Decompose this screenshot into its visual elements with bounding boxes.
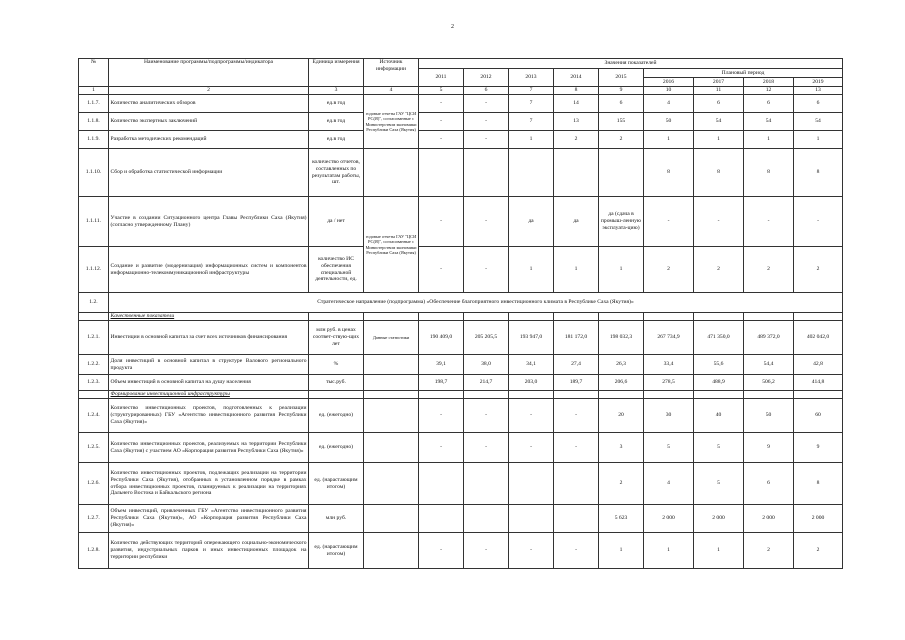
value-cell: - — [794, 197, 843, 247]
year-cell: 2017 — [694, 78, 744, 87]
unit-cell: количество ИС обеспечения специальной деятельности, ед. — [309, 247, 364, 293]
indicator-name: Количество инвестиционных проектов, подлежащих реализации на территории Республики Саха (Якутия), отобранных в установленном порядке в рамках отбора инвестиционных проектов, планируемых к реализации на территориях Дальнего Востока и Байкальского региона — [109, 463, 309, 505]
value-cell: 1 — [599, 247, 644, 293]
value-cell — [554, 505, 599, 533]
value-cell: 13 — [554, 113, 599, 131]
year-cell: 2011 — [419, 69, 464, 87]
value-cell — [419, 463, 464, 505]
row-number: 1.2.4. — [79, 399, 109, 433]
value-cell: 2 — [599, 131, 644, 149]
value-cell: - — [464, 533, 509, 569]
value-cell: 1 — [694, 131, 744, 149]
row-number: 1.2.2. — [79, 355, 109, 375]
colnum-cell: 1 — [79, 87, 109, 95]
value-cell: - — [694, 197, 744, 247]
value-cell: 6 — [599, 95, 644, 113]
unit-cell: % — [309, 355, 364, 375]
value-cell: 55,6 — [694, 355, 744, 375]
value-cell: 7 — [509, 95, 554, 113]
row-number: 1.2.6. — [79, 463, 109, 505]
table-row — [79, 321, 843, 355]
unit-cell: тыс.руб. — [309, 375, 364, 391]
value-cell: 267 734,9 — [644, 321, 694, 355]
value-cell: 155 — [599, 113, 644, 131]
colnum-cell: 2 — [109, 87, 309, 95]
colnum-cell: 7 — [509, 87, 554, 95]
header-values: Значения показателей — [419, 59, 843, 69]
value-cell: 54 — [744, 113, 794, 131]
source-cell — [364, 375, 419, 391]
table-row — [79, 375, 843, 391]
colnum-cell: 3 — [309, 87, 364, 95]
value-cell: 54 — [794, 113, 843, 131]
header-unit: Единица измерения — [309, 59, 364, 87]
source-cell — [364, 399, 419, 433]
value-cell: - — [509, 433, 554, 463]
colnum-cell: 10 — [644, 87, 694, 95]
value-cell: 54 — [694, 113, 744, 131]
value-cell: 8 — [744, 149, 794, 197]
value-cell: 8 — [644, 149, 694, 197]
value-cell: - — [419, 399, 464, 433]
unit-cell: ед.в год — [309, 113, 364, 131]
value-cell: 2 000 — [694, 505, 744, 533]
indicator-name: Количество экспертных заключений — [109, 113, 309, 131]
value-cell: - — [464, 433, 509, 463]
value-cell: 488,9 — [694, 375, 744, 391]
source-cell: Данные статистики — [364, 321, 419, 355]
section-row — [79, 293, 843, 313]
table-row — [79, 433, 843, 463]
indicator-name: Количество действующих территорий опережающего социально-экономического развития, индустриальных парков и иных инвестиционных площадок на территории республики — [109, 533, 309, 569]
row-number: 1.1.12. — [79, 247, 109, 293]
value-cell — [554, 463, 599, 505]
table-row — [79, 131, 843, 149]
source-cell — [364, 505, 419, 533]
value-cell: - — [419, 533, 464, 569]
value-cell — [464, 149, 509, 197]
subheader-infra: Формирование инвестиционной инфраструктуры — [109, 391, 309, 399]
value-cell: - — [419, 113, 464, 131]
value-cell: 6 — [694, 95, 744, 113]
unit-cell: ед.в год — [309, 131, 364, 149]
value-cell: 5 623 — [599, 505, 644, 533]
value-cell: 6 — [794, 95, 843, 113]
value-cell: 190 409,0 — [419, 321, 464, 355]
value-cell: 3 — [599, 433, 644, 463]
colnum-cell: 13 — [794, 87, 843, 95]
unit-cell: ед. (нарастающим итогом) — [309, 533, 364, 569]
section-num: 1.2. — [79, 293, 109, 313]
value-cell: 2 — [644, 247, 694, 293]
value-cell: - — [419, 131, 464, 149]
value-cell: 181 172,0 — [554, 321, 599, 355]
indicator-name: Количество инвестиционных проектов, подготовленных к реализации (структурированных) ГБУ «Агентство инвестиционного развития Республики Саха (Якутия)» — [109, 399, 309, 433]
row-number: 1.1.7. — [79, 95, 109, 113]
value-cell: 402 042,0 — [794, 321, 843, 355]
value-cell: 8 — [794, 463, 843, 505]
value-cell: 26,3 — [599, 355, 644, 375]
indicator-name: Объем инвестиций в основной капитал на душу населения — [109, 375, 309, 391]
source-cell: годовые отчеты ГАУ "ЦСИ РС(Я)", согласованные с Министерством экономики Республики Саха (Якутия) — [364, 197, 419, 293]
colnum-cell: 6 — [464, 87, 509, 95]
value-cell — [464, 463, 509, 505]
value-cell: 5 — [694, 463, 744, 505]
header-planned: Плановый период — [644, 69, 843, 78]
value-cell: - — [554, 533, 599, 569]
year-cell: 2014 — [554, 69, 599, 87]
value-cell: - — [419, 197, 464, 247]
indicator-name: Количество инвестиционных проектов, реализуемых на территории Республики Саха (Якутия) с участием АО «Корпорация развития Республики Саха (Якутия)» — [109, 433, 309, 463]
value-cell: 5 — [694, 433, 744, 463]
value-cell: 1 — [599, 533, 644, 569]
source-cell — [364, 463, 419, 505]
value-cell: 4 — [644, 463, 694, 505]
value-cell: 203,0 — [509, 375, 554, 391]
value-cell: 1 — [744, 131, 794, 149]
row-number: 1.2.8. — [79, 533, 109, 569]
value-cell: да — [509, 197, 554, 247]
value-cell: - — [509, 399, 554, 433]
value-cell: 214,7 — [464, 375, 509, 391]
value-cell: 42,8 — [794, 355, 843, 375]
value-cell: 506,2 — [744, 375, 794, 391]
value-cell: 9 — [744, 433, 794, 463]
value-cell: 54,4 — [744, 355, 794, 375]
row-number: 1.1.11. — [79, 197, 109, 247]
source-cell — [364, 433, 419, 463]
value-cell: - — [464, 247, 509, 293]
value-cell: 2 000 — [644, 505, 694, 533]
value-cell: 4 — [644, 95, 694, 113]
value-cell: 30 — [644, 399, 694, 433]
value-cell: - — [464, 113, 509, 131]
value-cell: - — [464, 399, 509, 433]
value-cell: 2 — [794, 247, 843, 293]
value-cell: 2 — [744, 247, 794, 293]
row-number: 1.1.8. — [79, 113, 109, 131]
value-cell: 20 — [599, 399, 644, 433]
source-cell — [364, 149, 419, 197]
value-cell: 6 — [744, 463, 794, 505]
table-row — [79, 355, 843, 375]
value-cell: 2 — [744, 533, 794, 569]
value-cell: 1 — [509, 247, 554, 293]
value-cell: 2 — [694, 247, 744, 293]
value-cell: 60 — [794, 399, 843, 433]
year-cell: 2013 — [509, 69, 554, 87]
value-cell: 50 — [744, 399, 794, 433]
section-title: Стратегическое направление (подпрограмма) «Обеспечение благоприятного инвестиционного климата в Республике Саха (Якутия)» — [109, 293, 843, 313]
colnum-cell: 8 — [554, 87, 599, 95]
row-number: 1.2.1. — [79, 321, 109, 355]
table-row — [79, 505, 843, 533]
header-num: № — [79, 59, 109, 87]
value-cell — [419, 149, 464, 197]
value-cell: 1 — [794, 131, 843, 149]
value-cell — [419, 505, 464, 533]
unit-cell: млн руб. — [309, 505, 364, 533]
year-cell: 2016 — [644, 78, 694, 87]
header-source: Источник информации — [364, 59, 419, 87]
indicator-name: Создание и развитие (модернизация) информационных систем и компонентов информационно-телекоммуникационной инфраструктуры — [109, 247, 309, 293]
value-cell: 14 — [554, 95, 599, 113]
value-cell: 198,7 — [419, 375, 464, 391]
value-cell: - — [419, 95, 464, 113]
table-row — [79, 533, 843, 569]
year-cell: 2019 — [794, 78, 843, 87]
value-cell: 1 — [554, 247, 599, 293]
table-row — [79, 399, 843, 433]
table-row — [79, 113, 843, 131]
value-cell: 6 — [744, 95, 794, 113]
value-cell: - — [419, 247, 464, 293]
indicator-name: Инвестиции в основной капитал за счет всех источников финансирования — [109, 321, 309, 355]
value-cell — [509, 505, 554, 533]
value-cell: 414,8 — [794, 375, 843, 391]
value-cell: 27,4 — [554, 355, 599, 375]
value-cell: 2 — [794, 533, 843, 569]
value-cell: 1 — [644, 131, 694, 149]
value-cell: 471 350,0 — [694, 321, 744, 355]
year-cell: 2018 — [744, 78, 794, 87]
indicator-name: Объем инвестиций, привлеченных ГБУ «Агентство инвестиционного развития Республики Саха (Якутия)», АО «Корпорация развития Республики Саха (Якутия)» — [109, 505, 309, 533]
value-cell: 189,7 — [554, 375, 599, 391]
indicator-name: Доля инвестиций в основной капитал в структуре Валового регионального продукта — [109, 355, 309, 375]
source-cell — [364, 355, 419, 375]
value-cell: - — [644, 197, 694, 247]
value-cell: 206,6 — [599, 375, 644, 391]
value-cell: - — [464, 95, 509, 113]
subheader-quality: Качественные показатели — [109, 313, 309, 321]
indicator-name: Участие в создании Ситуационного центра Главы Республики Саха (Якутия) (согласно утвержденному Плану) — [109, 197, 309, 247]
indicators-table — [78, 58, 843, 569]
table-row — [79, 95, 843, 113]
header-name: Наименование программы/подпрограммы/индикатора — [109, 59, 309, 87]
value-cell: - — [419, 433, 464, 463]
indicator-name: Разработка методических рекомендаций — [109, 131, 309, 149]
colnum-cell: 4 — [364, 87, 419, 95]
value-cell: 9 — [794, 433, 843, 463]
value-cell: 38,0 — [464, 355, 509, 375]
value-cell: 8 — [694, 149, 744, 197]
colnum-cell: 9 — [599, 87, 644, 95]
value-cell: 1 — [644, 533, 694, 569]
page-number: 2 — [451, 24, 454, 30]
value-cell: 39,1 — [419, 355, 464, 375]
value-cell — [599, 149, 644, 197]
value-cell: 2 000 — [794, 505, 843, 533]
value-cell: - — [554, 399, 599, 433]
value-cell — [509, 149, 554, 197]
value-cell: 278,5 — [644, 375, 694, 391]
table-row — [79, 149, 843, 197]
unit-cell: ед.в год — [309, 95, 364, 113]
table-row — [79, 197, 843, 247]
value-cell: 7 — [509, 113, 554, 131]
unit-cell: млн руб. в ценах соответ-ствую-щих лет — [309, 321, 364, 355]
year-cell: 2012 — [464, 69, 509, 87]
value-cell — [554, 149, 599, 197]
colnum-cell: 12 — [744, 87, 794, 95]
table-row — [79, 463, 843, 505]
value-cell: - — [554, 433, 599, 463]
value-cell: 489 372,0 — [744, 321, 794, 355]
unit-cell: ед. (нарастающим итогом) — [309, 463, 364, 505]
colnum-cell: 5 — [419, 87, 464, 95]
indicator-name: Сбор и обработка статистической информации — [109, 149, 309, 197]
value-cell: - — [744, 197, 794, 247]
value-cell: 40 — [694, 399, 744, 433]
unit-cell: ед. (ежегодно) — [309, 399, 364, 433]
value-cell: - — [464, 197, 509, 247]
value-cell: 8 — [794, 149, 843, 197]
row-number: 1.2.5. — [79, 433, 109, 463]
value-cell: 2 — [599, 463, 644, 505]
value-cell: 33,4 — [644, 355, 694, 375]
value-cell: 50 — [644, 113, 694, 131]
value-cell: 198 032,3 — [599, 321, 644, 355]
unit-cell: да / нет — [309, 197, 364, 247]
value-cell: 2 — [554, 131, 599, 149]
indicator-name: Количество аналитических обзоров — [109, 95, 309, 113]
source-cell: годовые отчеты ГАУ "ЦСИ РС(Я)", согласованные с Министерством экономики Республики Саха (Якутия) — [364, 95, 419, 149]
colnum-cell: 11 — [694, 87, 744, 95]
unit-cell: ед. (ежегодно) — [309, 433, 364, 463]
value-cell: 5 — [644, 433, 694, 463]
value-cell: 193 947,0 — [509, 321, 554, 355]
value-cell: 1 — [694, 533, 744, 569]
value-cell: 205 205,5 — [464, 321, 509, 355]
value-cell: 1 — [509, 131, 554, 149]
row-number: 1.1.10. — [79, 149, 109, 197]
value-cell — [464, 505, 509, 533]
year-cell: 2015 — [599, 69, 644, 87]
value-cell: да — [554, 197, 599, 247]
value-cell: 34,1 — [509, 355, 554, 375]
row-number: 1.2.3. — [79, 375, 109, 391]
value-cell: - — [509, 533, 554, 569]
row-number: 1.1.9. — [79, 131, 109, 149]
table-row — [79, 247, 843, 293]
source-cell — [364, 533, 419, 569]
value-cell: 2 000 — [744, 505, 794, 533]
value-cell: да (сдача в промыш-ленную эксплуата-цию) — [599, 197, 644, 247]
row-number: 1.2.7. — [79, 505, 109, 533]
value-cell — [509, 463, 554, 505]
value-cell: - — [464, 131, 509, 149]
unit-cell: количество отчетов, составленных по результатам работы, шт. — [309, 149, 364, 197]
